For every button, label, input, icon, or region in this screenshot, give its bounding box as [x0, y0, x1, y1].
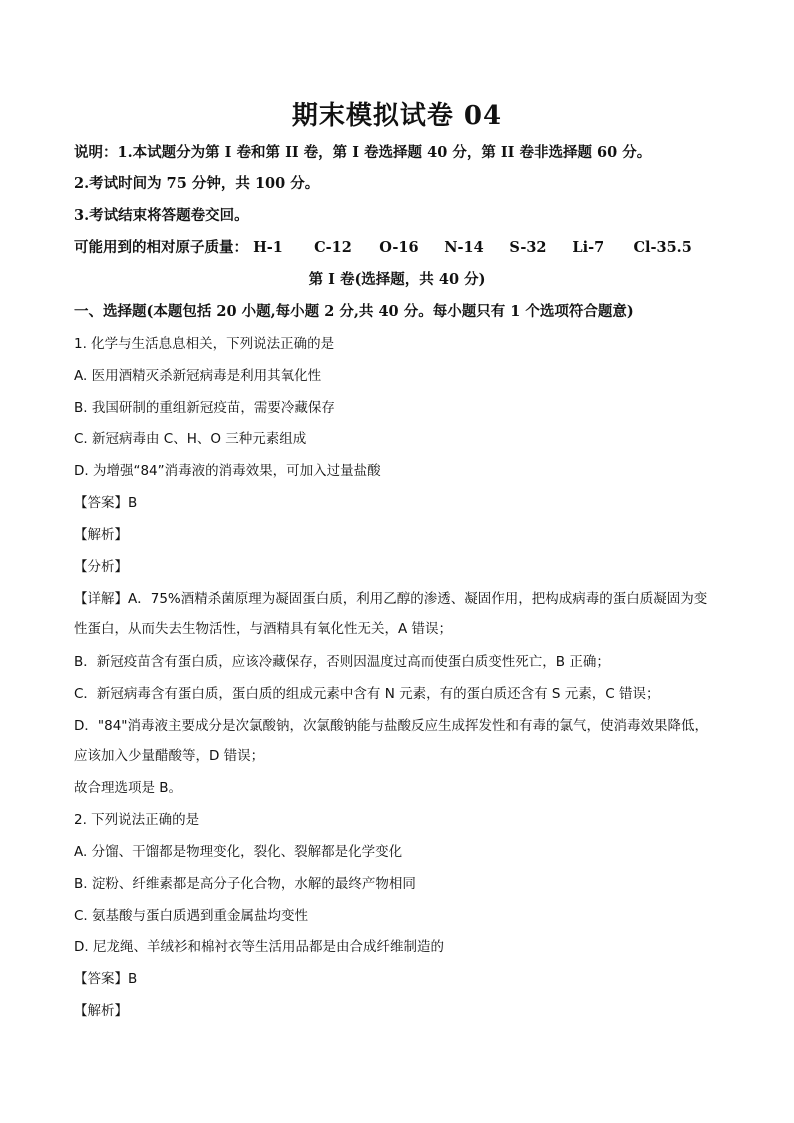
question-1-detail-a-cont: 性蛋白，从而失去生物活性，与酒精具有氧化性无关，A 错误； [74, 621, 453, 637]
question-1-conclusion: 故合理选项是 B。 [74, 780, 183, 796]
atom-cl: Cl-35.5 [633, 239, 692, 256]
atom-o: O-16 [379, 239, 419, 256]
atom-li: Li-7 [572, 239, 605, 256]
question-1-detail-b: B．新冠疫苗含有蛋白质，应该冷藏保存，否则因温度过高而使蛋白质变性死亡，B 正确； [74, 654, 610, 670]
question-1-option-c: C. 新冠病毒由 C、H、O 三种元素组成 [74, 431, 307, 447]
atom-c: C-12 [314, 239, 352, 256]
atom-n: N-14 [444, 239, 484, 256]
note-3: 3.考试结束将答题卷交回。 [74, 207, 249, 224]
atom-s: S-32 [509, 239, 547, 256]
section-title: 一、选择题(本题包括 20 小题,每小题 2 分,共 40 分。每小题只有 1 个选项符合题意) [74, 303, 634, 320]
question-2-option-b: B. 淀粉、纤维素都是高分子化合物，水解的最终产物相同 [74, 876, 416, 892]
question-1-stem: 1. 化学与生活息息相关，下列说法正确的是 [74, 336, 335, 352]
question-1-detail-d: D．"84"消毒液主要成分是次氯酸钠，次氯酸钠能与盐酸反应生成挥发性和有毒的氯气，使消毒效果降低， [74, 718, 708, 734]
atom-h: H-1 [253, 239, 283, 256]
question-1-analysis-label: 【解析】 [74, 527, 128, 543]
question-2-answer: 【答案】B [74, 971, 138, 987]
question-1-detail-a: 【详解】A．75%酒精杀菌原理为凝固蛋白质，利用乙醇的渗透、凝固作用，把构成病毒的蛋白质凝固为变 [74, 591, 708, 607]
page-title: 期末模拟试卷 04 [291, 101, 503, 131]
question-2-option-a: A. 分馏、干馏都是物理变化，裂化、裂解都是化学变化 [74, 844, 403, 860]
question-2-stem: 2. 下列说法正确的是 [74, 812, 200, 828]
atomic-masses-label: 可能用到的相对原子质量： [74, 239, 248, 256]
question-1-answer: 【答案】B [74, 495, 138, 511]
note-2: 2.考试时间为 75 分钟，共 100 分。 [74, 175, 320, 192]
question-1-detail-d-cont: 应该加入少量醋酸等，D 错误； [74, 748, 265, 764]
note-1: 说明：1.本试题分为第 I 卷和第 II 卷，第 I 卷选择题 40 分，第 II 卷非选择题 60 分。 [74, 144, 652, 161]
question-1-analysis-heading: 【分析】 [74, 559, 128, 575]
question-1-detail-c: C．新冠病毒含有蛋白质，蛋白质的组成元素中含有 N 元素，有的蛋白质还含有 S 元素，C 错误； [74, 686, 660, 702]
question-2-analysis-label: 【解析】 [74, 1003, 128, 1019]
question-1-option-b: B. 我国研制的重组新冠疫苗，需要冷藏保存 [74, 400, 335, 416]
question-1-option-d: D. 为增强“84”消毒液的消毒效果，可加入过量盐酸 [74, 463, 381, 479]
volume-title: 第 I 卷(选择题，共 40 分) [308, 271, 486, 288]
question-2-option-c: C. 氨基酸与蛋白质遇到重金属盐均变性 [74, 908, 309, 924]
question-2-option-d: D. 尼龙绳、羊绒衫和棉衬衣等生活用品都是由合成纤维制造的 [74, 939, 444, 955]
question-1-option-a: A. 医用酒精灭杀新冠病毒是利用其氧化性 [74, 368, 322, 384]
atomic-masses [74, 238, 692, 258]
